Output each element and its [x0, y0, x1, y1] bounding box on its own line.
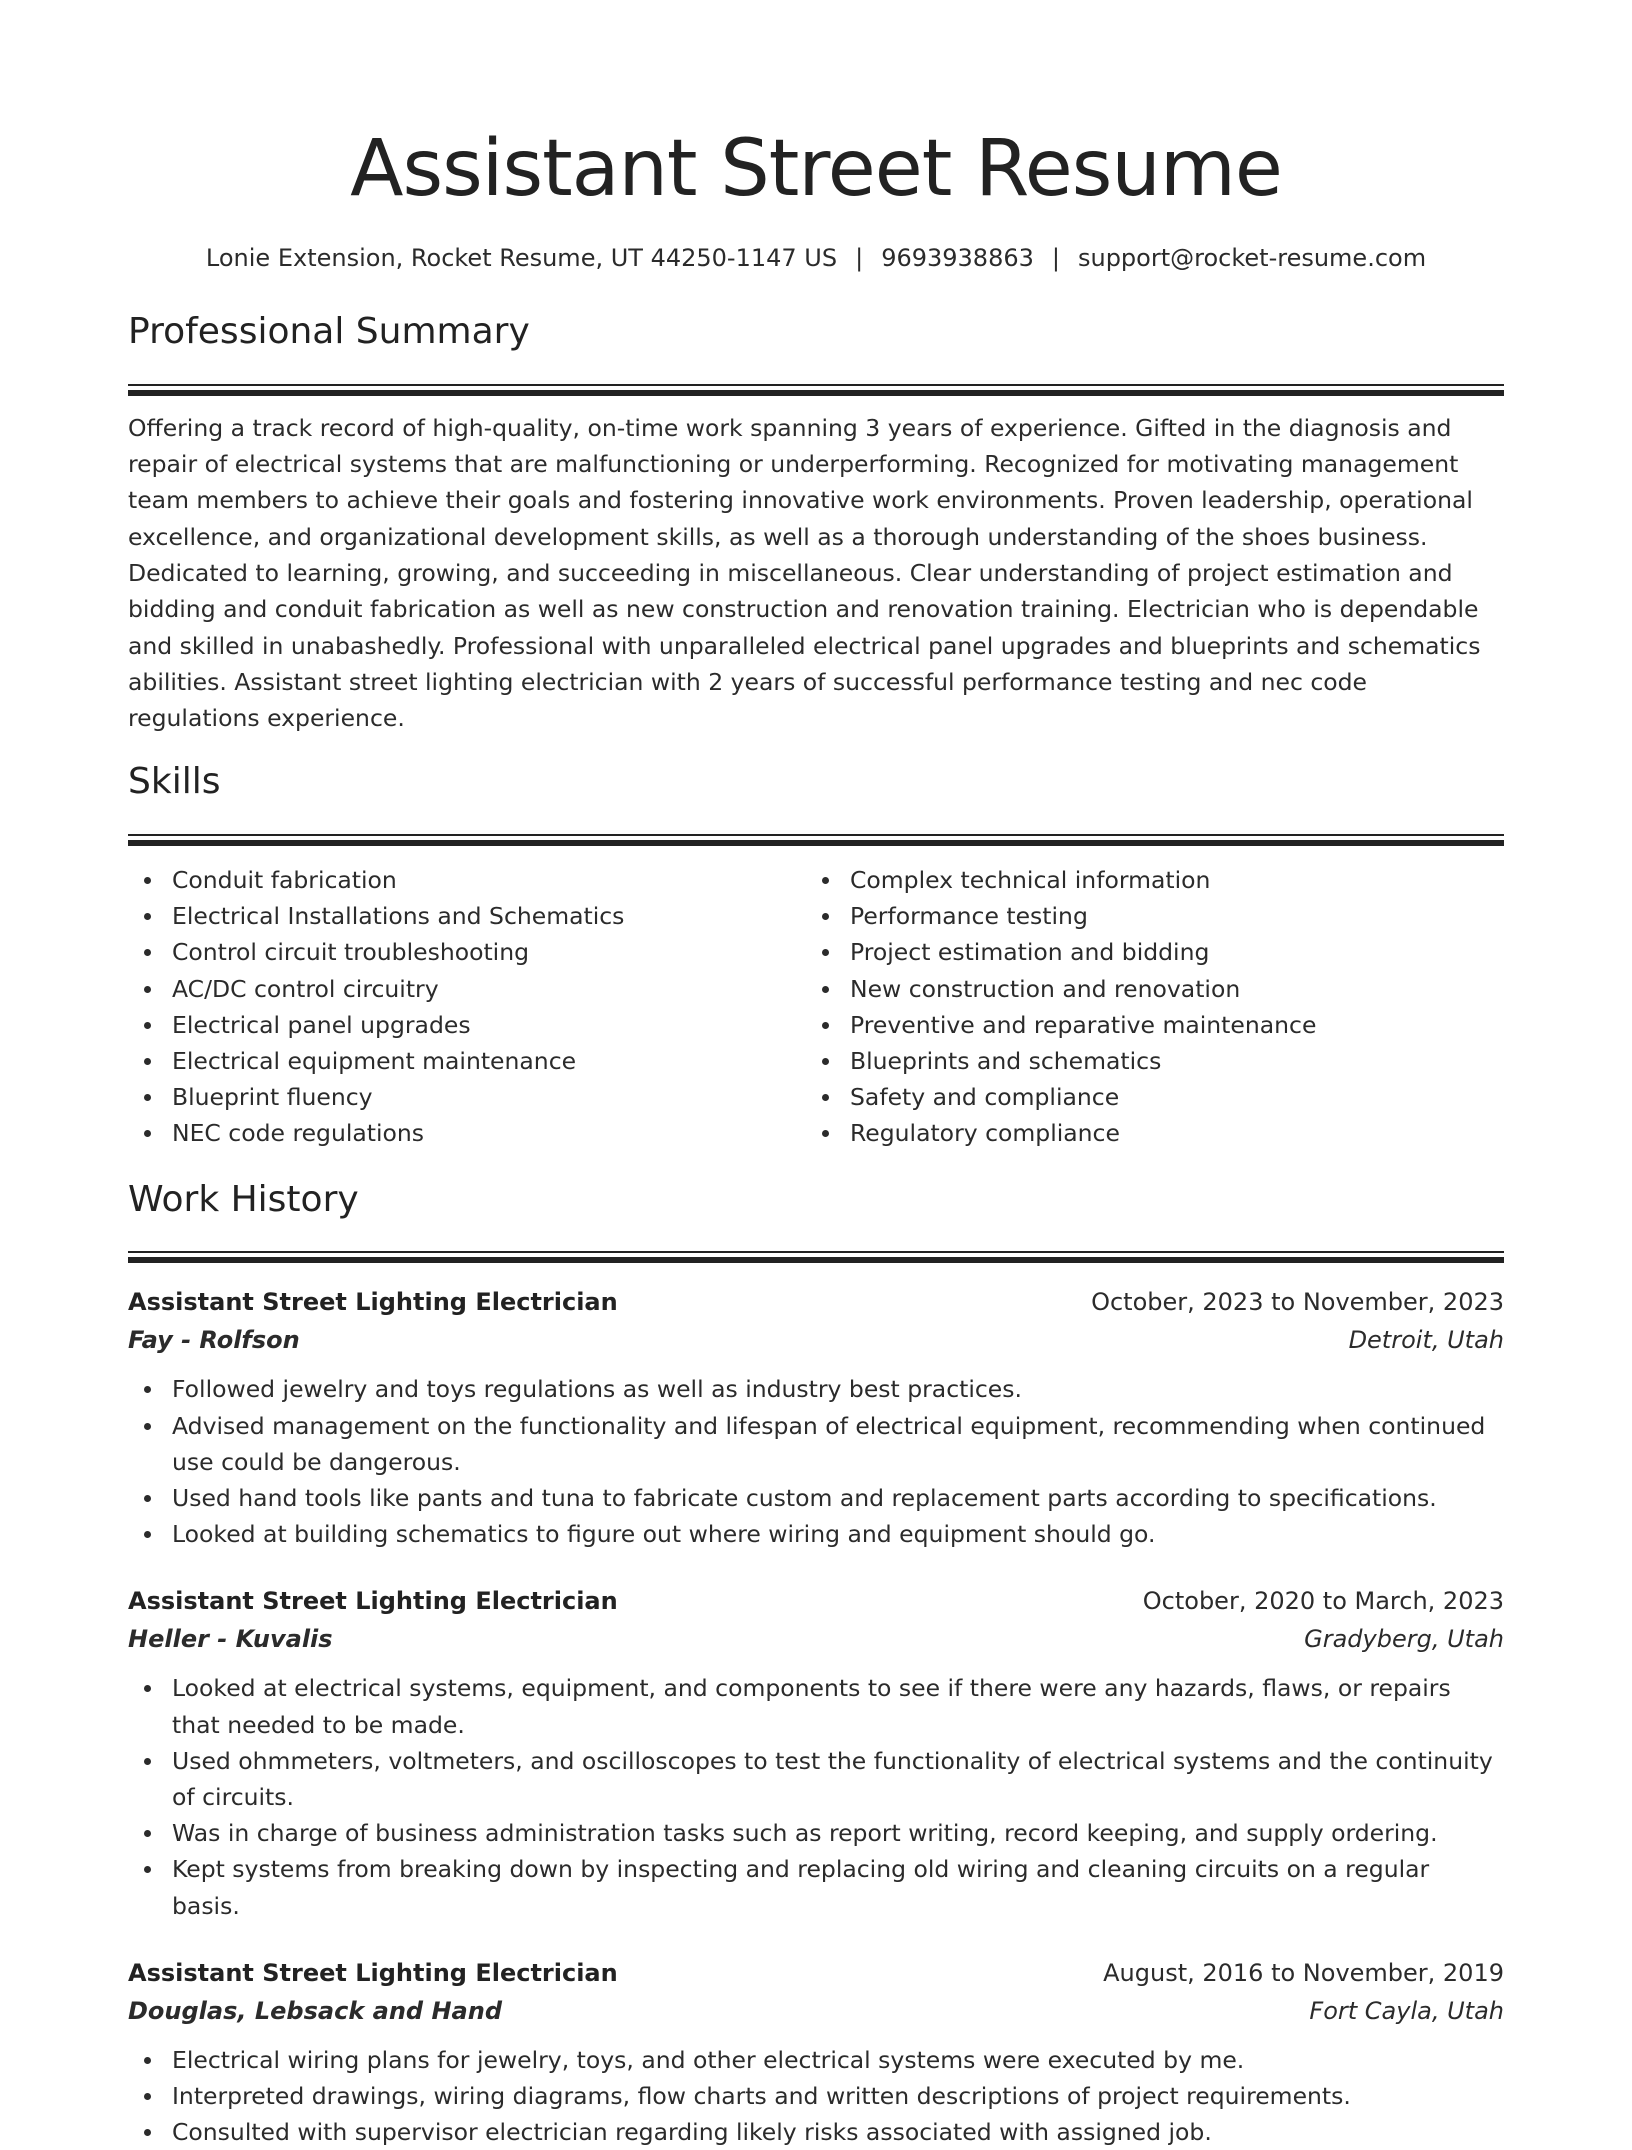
job-bullets: [128, 1670, 1504, 1923]
job-bullets: [128, 1371, 1504, 1552]
section-divider: [128, 384, 1504, 396]
skill-item: Performance testing: [806, 898, 1484, 934]
job-subheader-row: [128, 1992, 1504, 2030]
skills-columns: [128, 862, 1504, 1152]
skills-list-left: [128, 862, 806, 1152]
contact-address: Lonie Extension, Rocket Resume, UT 44250-1147 US: [205, 244, 838, 272]
job-bullet: Consulted with supervisor electrician regarding likely risks associated with assigned job.: [128, 2114, 1504, 2150]
contact-separator: |: [855, 244, 864, 272]
job-dates: August, 2016 to November, 2019: [1103, 1958, 1504, 1987]
job-entry: [128, 1954, 1504, 2150]
job-bullet: Looked at building schematics to figure out where wiring and equipment should go.: [128, 1516, 1504, 1552]
job-dates: October, 2023 to November, 2023: [1091, 1288, 1504, 1317]
contact-phone: 9693938863: [881, 244, 1034, 272]
section-divider: [128, 834, 1504, 846]
job-header-row: [128, 1582, 1504, 1620]
resume-page: [128, 0, 1504, 2150]
job-bullet: Followed jewelry and toys regulations as well as industry best practices.: [128, 1371, 1504, 1407]
job-bullet: Was in charge of business administration tasks such as report writing, record keeping, and supply ordering.: [128, 1815, 1504, 1851]
section-divider: [128, 1251, 1504, 1263]
job-bullets: [128, 2042, 1504, 2150]
skill-item: Control circuit troubleshooting: [128, 934, 806, 970]
job-location: Detroit, Utah: [1348, 1326, 1504, 1355]
job-location: Fort Cayla, Utah: [1309, 1996, 1504, 2025]
job-company: Heller - Kuvalis: [128, 1625, 333, 1654]
job-bullet: Interpreted drawings, wiring diagrams, flow charts and written descriptions of project requirements.: [128, 2078, 1504, 2114]
skill-item: Electrical Installations and Schematics: [128, 898, 806, 934]
skill-item: New construction and renovation: [806, 971, 1484, 1007]
job-company: Douglas, Lebsack and Hand: [128, 1996, 502, 2025]
skill-item: Complex technical information: [806, 862, 1484, 898]
job-company: Fay - Rolfson: [128, 1326, 300, 1355]
job-dates: October, 2020 to March, 2023: [1142, 1587, 1504, 1616]
skill-item: Blueprint fluency: [128, 1079, 806, 1115]
job-bullet: Used ohmmeters, voltmeters, and oscilloscopes to test the functionality of electrical systems and the continuity of circuits.: [128, 1743, 1504, 1815]
skill-item: AC/DC control circuitry: [128, 971, 806, 1007]
skill-item: Conduit fabrication: [128, 862, 806, 898]
skill-item: Project estimation and bidding: [806, 934, 1484, 970]
job-header-row: [128, 1283, 1504, 1321]
skills-list-right: [806, 862, 1484, 1152]
job-bullet: Looked at electrical systems, equipment, and components to see if there were any hazards, flaws, or repairs that needed to be made.: [128, 1670, 1504, 1742]
job-header-row: [128, 1954, 1504, 1992]
job-title: Assistant Street Lighting Electrician: [128, 1587, 618, 1616]
skill-item: NEC code regulations: [128, 1115, 806, 1151]
section-heading-summary: Professional Summary: [128, 311, 530, 352]
skill-item: Regulatory compliance: [806, 1115, 1484, 1151]
job-title: Assistant Street Lighting Electrician: [128, 1958, 618, 1987]
job-title: Assistant Street Lighting Electrician: [128, 1288, 618, 1317]
skill-item: Preventive and reparative maintenance: [806, 1007, 1484, 1043]
work-history-list: [128, 1283, 1504, 2150]
contact-line: [128, 242, 1504, 274]
job-bullet: Used hand tools like pants and tuna to fabricate custom and replacement parts according to specifications.: [128, 1480, 1504, 1516]
job-entry: [128, 1582, 1504, 1923]
section-heading-work-history: Work History: [128, 1178, 359, 1220]
skill-item: Electrical panel upgrades: [128, 1007, 806, 1043]
skill-item: Blueprints and schematics: [806, 1043, 1484, 1079]
section-heading-skills: Skills: [128, 761, 221, 803]
job-subheader-row: [128, 1620, 1504, 1658]
job-location: Gradyberg, Utah: [1304, 1625, 1504, 1654]
contact-separator: |: [1051, 244, 1060, 272]
job-subheader-row: [128, 1321, 1504, 1359]
summary-text: Offering a track record of high-quality, on-time work spanning 3 years of experience. Gifted in the diagnosis and repair of electrical systems that are malfunctioning or underperforming. Recognized for motivating management team members to achieve their goals and fostering innovative work environments. Proven leadership, operational excellence, and organizational development skills, as well as a thorough understanding of the shoes business. Dedicated to learning, growing, and succeeding in miscellaneous. Clear understanding of project estimation and bidding and conduit fabrication as well as new construction and renovation training. Electrician who is dependable and skilled in unabashedly. Professional with unparalleled electrical panel upgrades and blueprints and schematics abilities. Assistant street lighting electrician with 2 years of successful performance testing and nec code regulations experience.: [128, 413, 1481, 733]
job-bullet: Electrical wiring plans for jewelry, toys, and other electrical systems were executed by me.: [128, 2042, 1504, 2078]
skill-item: Safety and compliance: [806, 1079, 1484, 1115]
job-entry: [128, 1283, 1504, 1552]
resume-title: Assistant Street Resume: [350, 124, 1282, 214]
contact-email: support@rocket-resume.com: [1077, 244, 1427, 272]
job-bullet: Kept systems from breaking down by inspecting and replacing old wiring and cleaning circuits on a regular basis.: [128, 1851, 1504, 1923]
skill-item: Electrical equipment maintenance: [128, 1043, 806, 1079]
job-bullet: Advised management on the functionality and lifespan of electrical equipment, recommending when continued use could be dangerous.: [128, 1408, 1504, 1480]
